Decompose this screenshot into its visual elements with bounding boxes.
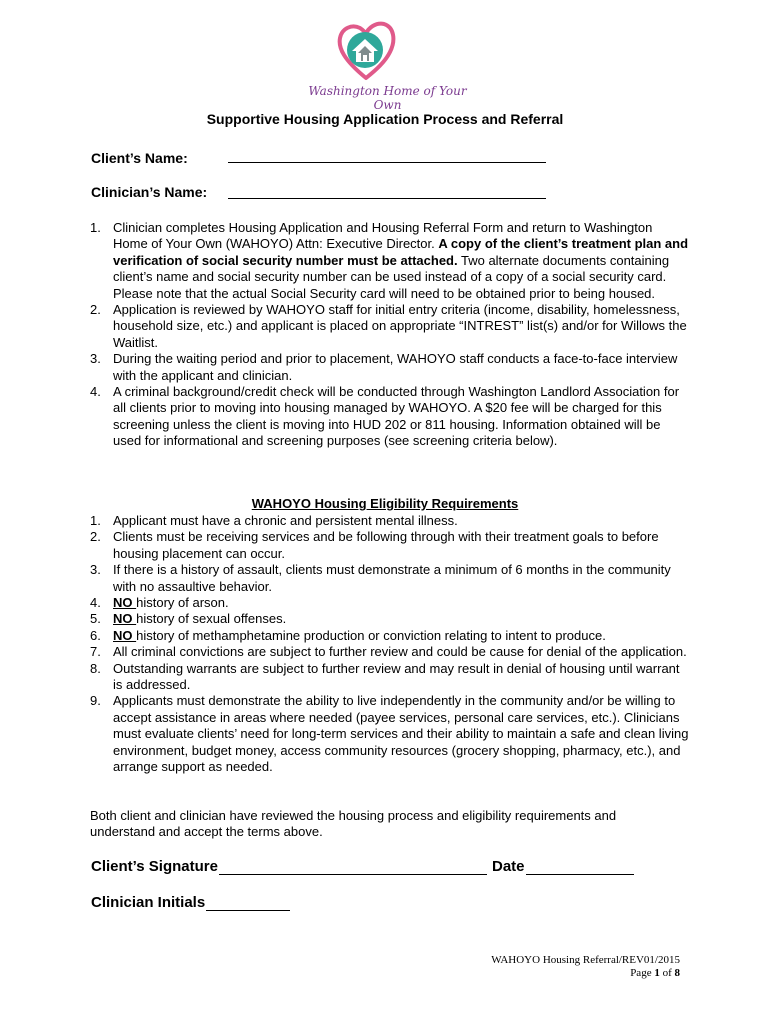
clinician-initials-field[interactable] [206,910,290,911]
list-item: 6. NO history of methamphetamine production or conviction relating to intent to produce. [90,627,606,643]
list-item: 4. A criminal background/credit check will be conducted through Washington Landlord Association for all clients prior to moving into housing managed by WAHOYO. A $20 fee will be charged for this screening unless the client is moving into HUD 202 or 811 housing. Information obtained will be used for informational and screening purposes (see screening criteria below). [90,384,680,449]
client-name-label: Client’s Name: [91,150,188,166]
footer [440,954,680,980]
logo-text: Washington Home of Your Own [308,84,467,112]
list-item: 2. Clients must be receiving services and be following through with their treatment goals to before housing placement can occur. [90,529,659,561]
clinician-initials-label: Clinician Initials [91,894,206,911]
list-item: 5. NO history of sexual offenses. [90,611,287,627]
requirements-list [90,513,690,776]
list-item: 8. Outstanding warrants are subject to further review and may result in denial of housing until warrant is addressed. [90,660,680,693]
document-id: WAHOYO Housing Referral/REV01/2015 [491,954,680,966]
list-item: 4. NO history of arson. [90,595,229,611]
list-item: 1. Clinician completes Housing Application and Housing Referral Form and return to Washington Home of Your Own (WAHOYO) Attn: Executive Director. A copy of the client’s treatment plan and verification of social security number must be attached. Two alternate documents containing client’s name and social security number can be used instead of a copy of a social security card. Please note that the actual Social Security card will need to be obtained prior to being housed. [90,220,689,301]
client-signature-field[interactable] [219,874,487,875]
list-item: 3. If there is a history of assault, clients must demonstrate a minimum of 6 months in the community with no assaultive behavior. [90,562,671,594]
page-title: Supportive Housing Application Process and Referral [206,111,564,127]
list-item: 3. During the waiting period and prior to placement, WAHOYO staff conducts a face-to-face interview with the applicant and clinician. [90,351,678,383]
client-signature-label: Client’s Signature [91,858,218,875]
list-item: 2. Application is reviewed by WAHOYO staff for initial entry criteria (income, disability, homelessness, household size, etc.) and applicant is placed on appropriate “INTREST” list(s) and/or for Willows the Waitlist. [90,302,687,350]
date-label: Date [492,858,525,875]
clinician-name-field[interactable] [228,198,546,199]
list-item: 7. All criminal convictions are subject to further review and could be cause for denial of the application. [90,644,687,660]
house-heart-icon [336,20,396,82]
client-name-field[interactable] [228,162,546,163]
process-list [90,220,690,450]
list-item: 1. Applicant must have a chronic and persistent mental illness. [90,513,458,528]
date-field[interactable] [526,874,634,875]
list-item: 9. Applicants must demonstrate the ability to live independently in the community and/or be willing to accept assistance in areas where needed (payee services, personal care services, etc.). Clinicians must evaluate clients’ need for long-term services and their ability to maintain a safe and clean living environment, budget money, access community resources (grocery shopping, pharmacy, etc.), and arrange support as needed. [90,693,689,775]
page-number: Page 1 of 8 [630,967,680,979]
requirements-title: WAHOYO Housing Eligibility Requirements [251,496,519,511]
clinician-name-label: Clinician’s Name: [91,184,208,200]
acknowledgement-text: Both client and clinician have reviewed the housing process and eligibility requirements and understand and accept the terms above. [90,808,617,840]
